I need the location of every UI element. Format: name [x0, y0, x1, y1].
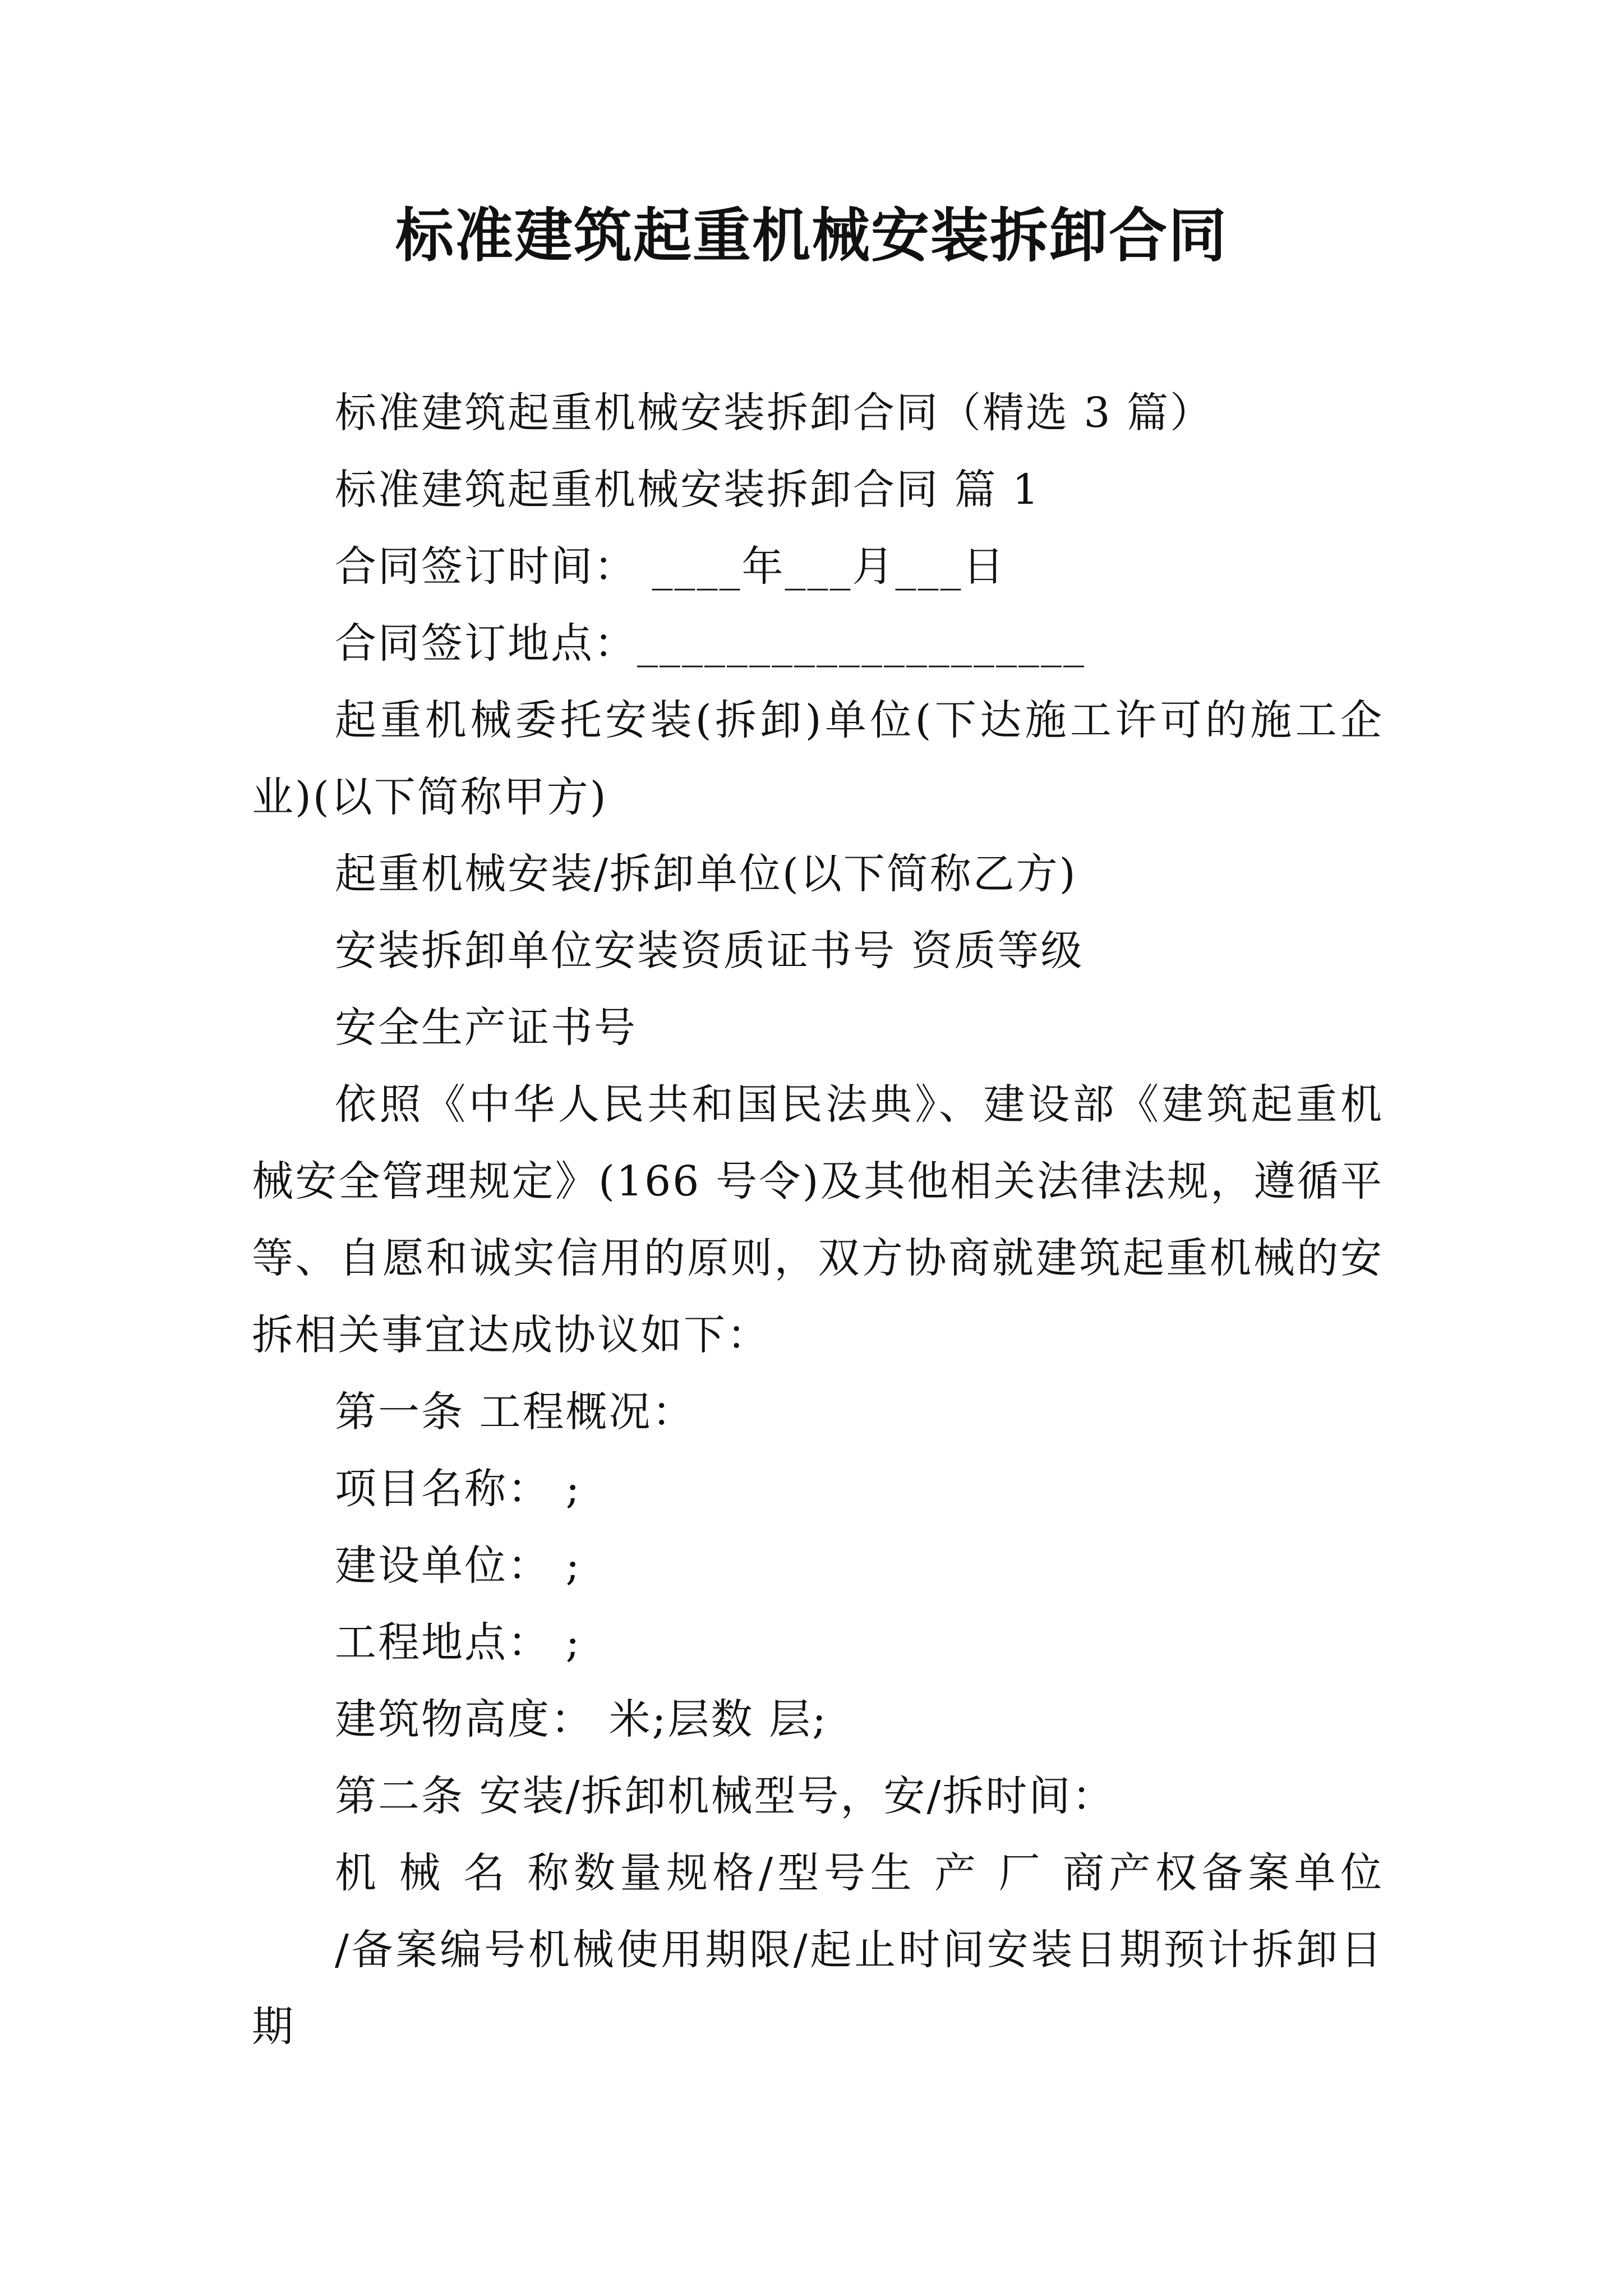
paragraph-table-header-2: /备案编号机械使用期限/起止时间安装日期预计拆卸日期: [252, 1926, 1384, 2051]
paragraph-sign-date: 合同签订时间： ____年___月___日: [335, 542, 1006, 591]
paragraph-legal-basis: 依照《中华人民共和国民法典》、建设部《建筑起重机械安全管理规定》(166 号令)及其他相关法律法规，遵循平等、自愿和诚实信用的原则，双方协商就建筑起重机械的安拆相关事宜达成协议如下：: [252, 1080, 1384, 1359]
paragraph-table-header-1: 机 械 名 称数量规格/型号生 产 厂 商产权备案单位: [335, 1849, 1384, 1897]
paragraph-part-heading: 标准建筑起重机械安装拆卸合同 篇 1: [335, 466, 1041, 514]
paragraph-project-name: 项目名称： ;: [335, 1465, 582, 1513]
paragraph-subtitle: 标准建筑起重机械安装拆卸合同（精选 3 篇）: [335, 389, 1214, 437]
document-body: [252, 375, 1384, 2065]
paragraph-construction-unit: 建设单位： ;: [335, 1542, 582, 1590]
document-title: 标准建筑起重机械安装拆卸合同: [395, 201, 1228, 270]
paragraph-sign-place: 合同签订地点：____________________: [335, 619, 1086, 668]
paragraph-party-a: 起重机械委托安装(拆卸)单位(下达施工许可的施工企业)(以下简称甲方): [252, 696, 1384, 821]
paragraph-project-site: 工程地点： ;: [335, 1618, 582, 1667]
paragraph-article-2: 第二条 安装/拆卸机械型号，安/拆时间：: [335, 1772, 1115, 1820]
paragraph-article-1: 第一条 工程概况：: [335, 1388, 695, 1436]
paragraph-building-height: 建筑物高度： 米;层数 层;: [335, 1695, 828, 1743]
paragraph-party-b: 起重机械安装/拆卸单位(以下简称乙方): [335, 850, 1077, 898]
paragraph-safety-cert: 安全生产证书号: [335, 1004, 637, 1052]
paragraph-qualification: 安装拆卸单位安装资质证书号 资质等级: [335, 927, 1084, 975]
